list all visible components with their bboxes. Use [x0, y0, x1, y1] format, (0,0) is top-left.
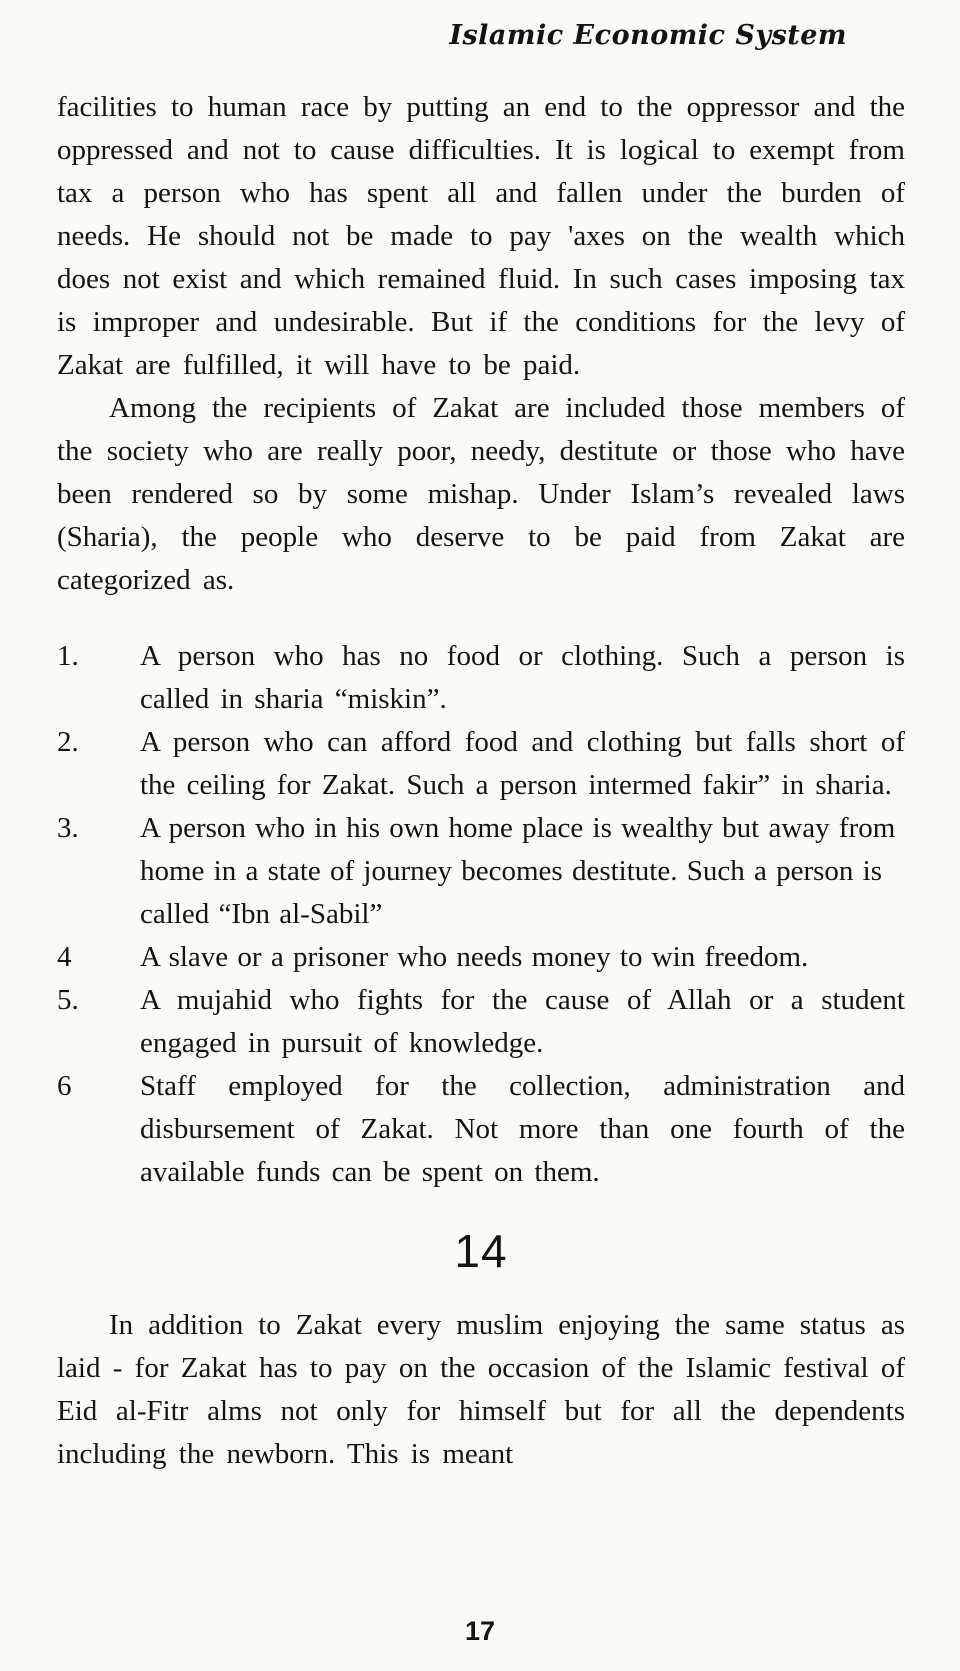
section-number-heading: 14 [454, 1225, 508, 1277]
paragraph-tax-exemption: facilities to human race by putting an end to the oppressor and the oppressed and not to cause difficulties. It is logical to exempt from tax a person who has spent all and fallen under the burden of needs. He should not be made to pay 'axes on the wealth which does not exist and which remained fluid. In such cases imposing tax is improper and undesirable. But if the conditions for the levy of Zakat are fulfilled, it will have to be paid. [57, 91, 905, 381]
list-item-text: A slave or a prisoner who needs money to win freedom. [140, 941, 809, 973]
list-item [57, 1065, 905, 1194]
list-item [57, 635, 905, 721]
list-item-number: 5. [57, 984, 79, 1016]
paragraph-zakat-recipients-intro: Among the recipients of Zakat are included those members of the society who are really poor, needy, destitute or those who have been rendered so by some mishap. Under Islam’s revealed laws (Sharia), the people who deserve to be paid from Zakat are categorized as. [57, 392, 905, 596]
list-item-text: A mujahid who fights for the cause of Allah or a student engaged in pursuit of knowledge. [140, 984, 905, 1059]
list-item [57, 721, 905, 807]
paragraph-eid-al-fitr-alms: In addition to Zakat every muslim enjoying the same status as laid - for Zakat has to pay on the occasion of the Islamic festival of Eid al-Fitr alms not only for himself but for all the dependents including the newborn. This is meant [57, 1309, 905, 1470]
list-item-text: Staff employed for the collection, administration and disbursement of Zakat. Not more than one fourth of the available funds can be spent on them. [140, 1070, 905, 1188]
list-item [57, 936, 905, 979]
list-item-text: A person who in his own home place is wealthy but away from home in a state of journey becomes destitute. Such a person is called “Ibn al-Sabil” [140, 812, 896, 930]
list-item-number: 1. [57, 640, 79, 672]
list-item-number: 4 [57, 941, 72, 973]
list-item-number: 3. [57, 812, 79, 844]
page-number: 17 [464, 1616, 496, 1646]
list-item-text: A person who has no food or clothing. Such a person is called in sharia “miskin”. [140, 640, 905, 715]
list-item-text: A person who can afford food and clothing but falls short of the ceiling for Zakat. Such a person intermed fakir” in sharia. [140, 726, 905, 801]
running-header: Islamic Economic System [449, 20, 847, 51]
list-item-number: 6 [57, 1070, 72, 1102]
list-item [57, 807, 905, 936]
zakat-recipients-list [57, 635, 905, 1194]
list-item [57, 979, 905, 1065]
list-item-number: 2. [57, 726, 79, 758]
